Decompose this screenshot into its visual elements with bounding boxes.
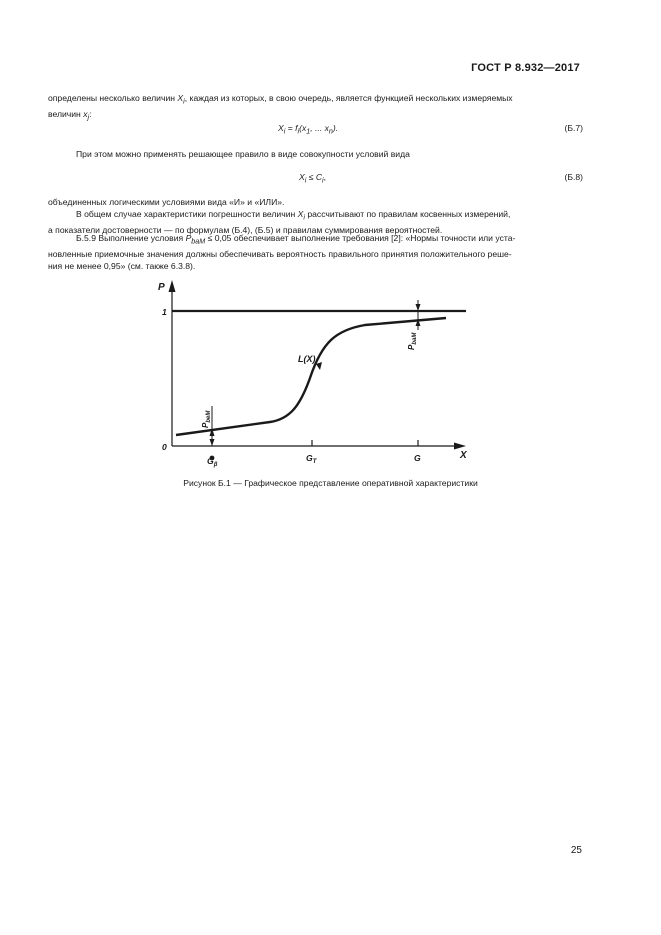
paragraph-line: В общем случае характеристики погрешности величин $X_i$ рассчитывают по правилам косвенных измерений,: [76, 209, 511, 222]
paragraph-line: Б.5.9 Выполнение условия $P_{baM} \le 0,05$ обеспечивает выполнение требования [2]: «Нормы точности или уста-: [76, 233, 516, 246]
paragraph-line: величин $x_j$:: [48, 108, 92, 122]
y-axis-arrow-icon: [169, 280, 176, 292]
formula-b8: $X_i \le C_i$,: [299, 172, 327, 185]
document-code-header: ГОСТ Р 8.932—2017: [471, 62, 580, 74]
left-annotation-label: $P_{beM}$: [201, 410, 212, 428]
equation-number-b8: (Б.8): [564, 172, 583, 182]
operating-characteristic-curve: [176, 318, 446, 435]
page-number: 25: [570, 845, 582, 856]
paragraph-logic: объединенных логическими условиями вида «И» и «ИЛИ».: [48, 197, 285, 207]
paragraph-line: а показатели достоверности — по формулам (Б.4), (Б.5) и правилам суммирования вероятностей.: [48, 224, 443, 235]
paragraph-line: определены несколько величин $X_i$, каждая из которых, в свою очередь, является функцией нескольких измеряемых: [48, 93, 513, 106]
formula-b7: $X_i = f_i(x_1$, ... $x_n$).: [278, 123, 339, 136]
x-axis-arrow-icon: [454, 443, 466, 450]
curve-label: L(X): [298, 354, 316, 364]
operating-characteristic-figure: [150, 278, 480, 470]
paragraph-line: новленные приемочные значения должны обеспечивать вероятность правильного принятия положительного реше-: [48, 248, 512, 259]
paragraph-intro: [48, 92, 583, 124]
paragraph-line: ния не менее 0,95» (см. также 6.3.8).: [48, 261, 196, 272]
x-tick-label-g-t: $G_T$: [306, 453, 317, 465]
x-tick-label-g-beta: $G_\beta$: [207, 456, 218, 468]
y-axis-label: P: [158, 282, 165, 293]
equation-number-b7: (Б.7): [564, 123, 583, 133]
paragraph-decision-rule: При этом можно применять решающее правило в виде совокупности условий вида: [76, 149, 410, 159]
figure-caption: Рисунок Б.1 — Графическое представление оперативной характеристики: [183, 478, 478, 488]
x-axis-label: X: [460, 450, 467, 461]
x-tick-label-g: G: [414, 453, 421, 463]
right-annotation-label: $P_{baM}$: [407, 332, 418, 350]
left-marker-arrow-down-icon: [210, 439, 215, 446]
origin-label: 0: [162, 442, 167, 452]
paragraph-b59: [48, 232, 583, 272]
y-tick-label-one: 1: [162, 307, 167, 317]
